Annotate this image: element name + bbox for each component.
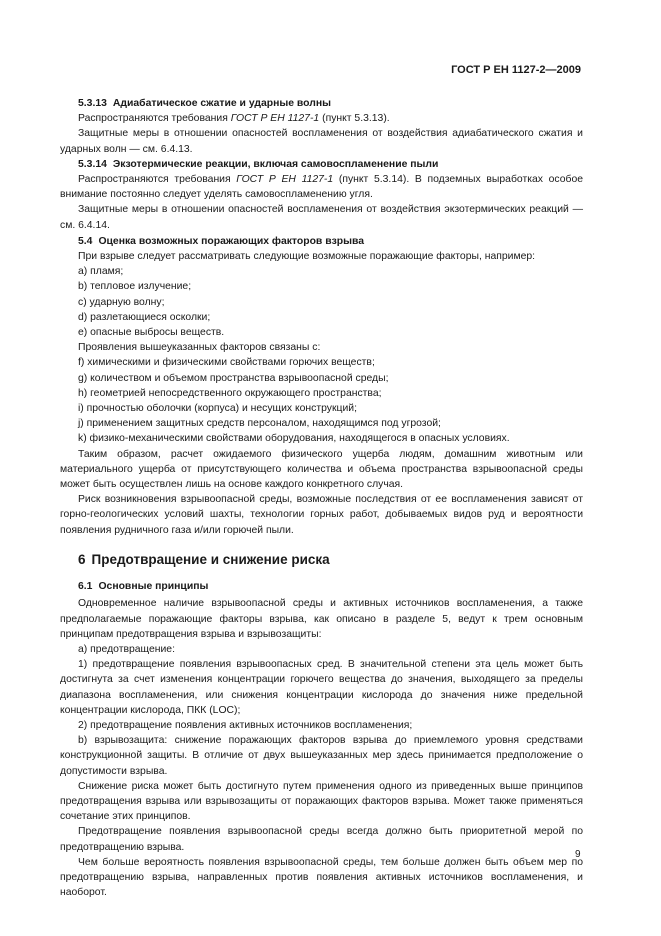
- list-item: k) физико-механическими свойствами оборудования, находящегося в опасных условиях.: [78, 433, 510, 445]
- paragraph: Распространяются требования ГОСТ Р ЕН 1127-1 (пункт 5.3.14). В подземных выработках особое внимание постоянно следует уделять самовоспламенению угля.: [60, 174, 584, 201]
- paragraph: При взрыве следует рассматривать следующие возможные поражающие факторы, например:: [78, 251, 536, 263]
- section-6-heading: 6 Предотвращение и снижение риска: [78, 551, 330, 567]
- list-item: c) ударную волну;: [78, 296, 165, 308]
- paragraph: Таким образом, расчет ожидаемого физического ущерба людям, домашним животным или материального ущерба от присутствующего количества и объема пространства взрывоопасной среды может быть осуществлен лишь на основе каждого конкретного случая.: [60, 448, 583, 491]
- subsection-6-1-heading: 6.1 Основные принципы: [78, 581, 209, 593]
- paragraph: Распространяются требования ГОСТ Р ЕН 1127-1 (пункт 5.3.13).: [78, 113, 390, 125]
- paragraph: Защитные меры в отношении опасностей воспламенения от воздействия экзотермических реакций — см. 6.4.14.: [60, 204, 583, 231]
- page-content: [60, 96, 583, 900]
- list-item: j) применением защитных средств персоналом, находящимся под угрозой;: [78, 418, 441, 430]
- paragraph: Проявления вышеуказанных факторов связаны с:: [78, 342, 321, 354]
- page-number: 9: [575, 849, 581, 860]
- paragraph: Чем больше вероятность появления взрывоопасной среды, тем больше должен быть объем мер по предотвращению взрыва, направленных против появления активных источников воспламенения, и наоборот.: [60, 856, 583, 899]
- list-item: e) опасные выбросы веществ.: [78, 327, 225, 339]
- list-item: i) прочностью оболочки (корпуса) и несущих конструкций;: [78, 403, 357, 415]
- list-item: h) геометрией непосредственного окружающего пространства;: [78, 387, 382, 399]
- list-item: 2) предотвращение появления активных источников воспламенения;: [78, 719, 413, 731]
- list-item: a) предотвращение:: [78, 643, 175, 655]
- list-item: f) химическими и физическими свойствами горючих веществ;: [78, 357, 375, 369]
- paragraph: Одновременное наличие взрывоопасной среды и активных источников воспламенения, а также предполагаемые поражающие факторы взрыва, как описано в разделе 5, ведут к трем основным принципам предотвращения взрыва и взрывозащиты:: [60, 598, 583, 640]
- paragraph: Защитные меры в отношении опасностей воспламенения от воздействия адиабатического сжатия и ударных волн — см. 6.4.13.: [60, 128, 583, 155]
- document-header: ГОСТ Р ЕН 1127-2—2009: [451, 64, 581, 76]
- list-item: b) тепловое излучение;: [78, 281, 192, 293]
- subsection-5-4-heading: 5.4 Оценка возможных поражающих факторов взрыва: [78, 235, 365, 247]
- list-item: g) количеством и объемом пространства взрывоопасной среды;: [78, 372, 389, 384]
- paragraph: Предотвращение появления взрывоопасной среды всегда должно быть приоритетной мерой по предотвращению взрыва.: [60, 826, 583, 853]
- list-item: d) разлетающиеся осколки;: [78, 311, 211, 323]
- subsection-5-3-14-heading: 5.3.14 Экзотермические реакции, включая самовоспламенение пыли: [78, 158, 439, 170]
- list-item: a) пламя;: [78, 266, 124, 278]
- paragraph: Снижение риска может быть достигнуто путем применения одного из приведенных выше принципов предотвращения взрыва или взрывозащиты от поражающих факторов взрыва. Может также применяться сочетание этих принципов.: [60, 780, 583, 823]
- paragraph: Риск возникновения взрывоопасной среды, возможные последствия от ее воспламенения зависят от горно-геологических условий шахты, технологии горных работ, добываемых видов руд и вероятности появления рудничного газа и/или горючей пыли.: [60, 494, 583, 536]
- subsection-5-3-13-heading: 5.3.13 Адиабатическое сжатие и ударные волны: [78, 98, 331, 109]
- list-item: b) взрывозащита: снижение поражающих факторов взрыва до приемлемого уровня средствами конструкционной защиты. В отличие от двух вышеуказанных мер здесь принимается предположение о допустимости взрыва.: [60, 735, 583, 777]
- list-item: 1) предотвращение появления взрывоопасных сред. В значительной степени эта цель может быть достигнута за счет изменения концентрации горючего вещества до значения, выходящего за пределы диапазона воспламенения, или снижения концентрации кислорода до значения ниже предельной концентрации кислорода, ПКК (LOC);: [60, 659, 583, 716]
